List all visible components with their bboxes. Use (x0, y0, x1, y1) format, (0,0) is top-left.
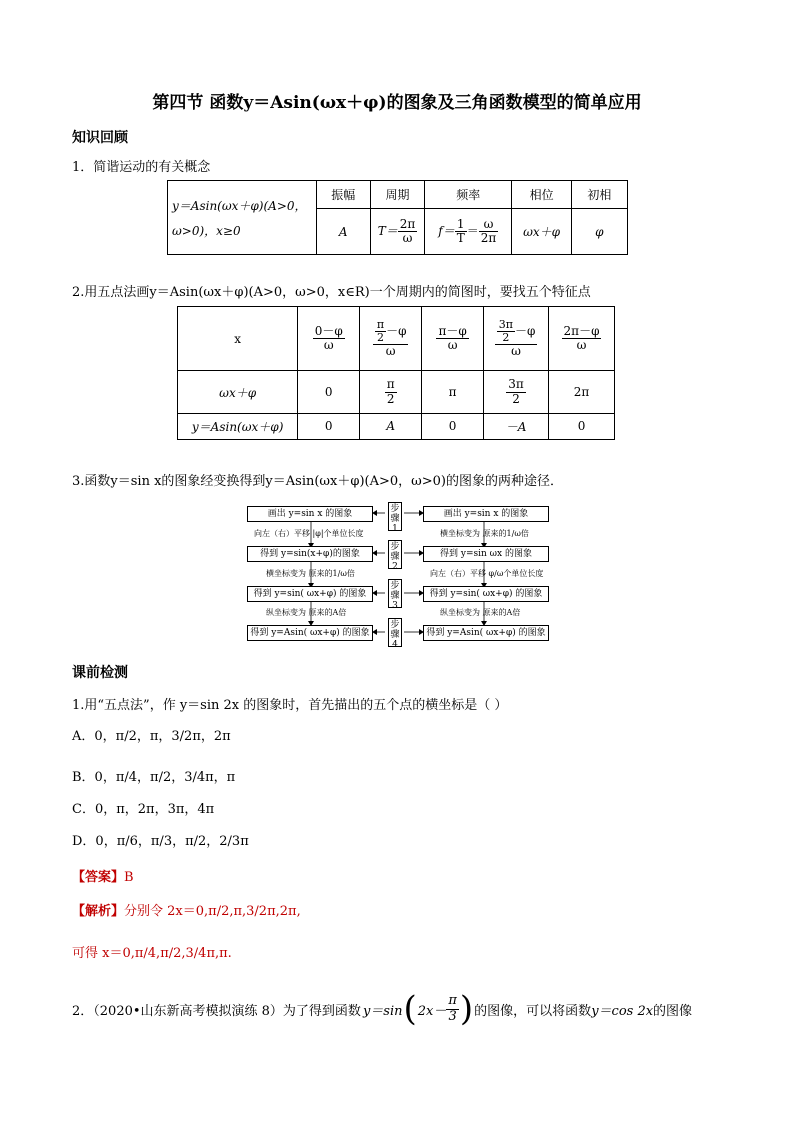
item1-heading: 1．简谐运动的有关概念 (72, 160, 211, 175)
initial-phase-value: φ (571, 209, 627, 255)
page-title: 第四节 函数y＝Asin(ωx＋φ)的图象及三角函数模型的简单应用 (152, 93, 642, 113)
y-point-3: 0 (422, 413, 484, 439)
q1-option-c: C．0，π，2π，3π，4π (72, 802, 215, 817)
left-step-2: 得到 y=sin(x+φ)的图象 (247, 546, 373, 562)
y-point-4: －A (484, 413, 549, 439)
phase-point-2: $\frac{\pi}{2}$ (360, 371, 422, 413)
harmonic-definition: y＝Asin(ωx＋φ)(A>0， ω>0)，x≥0 (168, 181, 317, 255)
q2-stem: 2．（2020•山东新高考模拟演练 8）为了得到函数 y＝sin ( 2x－ $\frac{\pi}{3}$ ) 的图像，可以将函数 y＝cos 2x 的图像 (72, 989, 693, 1029)
x-point-3: $\frac{\pi-\varphi}{\omega}$ (422, 307, 484, 371)
section-pretest: 课前检测 (72, 665, 128, 681)
header-period: 周期 (370, 181, 424, 209)
phase-point-1: 0 (298, 371, 360, 413)
left-step-3: 得到 y=sin( ωx+φ) 的图象 (247, 586, 373, 602)
phase-point-5: 2π (549, 371, 615, 413)
q1-option-a: A．0，π/2，π，3/2π，2π (72, 729, 231, 744)
row-label-y: y＝Asin(ωx＋φ) (178, 413, 298, 439)
step-2-marker: 步骤2 (388, 540, 402, 569)
right-transform-2: 向左（右）平移 φ/ω个单位长度 (430, 569, 544, 578)
harmonic-table (167, 180, 628, 255)
phase-value: ωx＋φ (512, 209, 571, 255)
y-point-5: 0 (549, 413, 615, 439)
q1-result: 可得 x＝0,π/4,π/2,3/4π,π. (72, 946, 232, 961)
item2-heading: 2.用五点法画y＝Asin(ωx＋φ)(A>0，ω>0，x∈R)一个周期内的简图时，要找五个特征点 (72, 285, 591, 300)
row-label-x: x (178, 307, 298, 371)
right-transform-3: 纵坐标变为 原来的A倍 (440, 608, 521, 617)
y-point-1: 0 (298, 413, 360, 439)
x-point-2: $\frac{\pi}{2}$ －φ ω (360, 307, 422, 371)
right-step-3: 得到 y=sin( ωx+φ) 的图象 (423, 586, 549, 602)
header-frequency: 频率 (425, 181, 512, 209)
header-amplitude: 振幅 (316, 181, 370, 209)
step-4-marker: 步骤4 (388, 618, 402, 647)
left-step-4: 得到 y=Asin( ωx+φ) 的图象 (247, 625, 373, 641)
row-label-phase: ωx＋φ (178, 371, 298, 413)
right-step-2: 得到 y=sin ωx 的图象 (423, 546, 549, 562)
five-point-table (177, 306, 615, 440)
q1-option-d: D．0，π/6，π/3，π/2，2/3π (72, 834, 249, 849)
left-step-1: 画出 y=sin x 的图象 (247, 506, 373, 522)
x-point-1: $\frac{0-\varphi}{\omega}$ (298, 307, 360, 371)
transform-flowchart (244, 503, 550, 650)
right-step-4: 得到 y=Asin( ωx+φ) 的图象 (423, 625, 549, 641)
x-point-5: $\frac{2\pi-\varphi}{\omega}$ (549, 307, 615, 371)
item3-heading: 3.函数y＝sin x的图象经变换得到y＝Asin(ωx＋φ)(A>0，ω>0)的图象的两种途径． (72, 474, 563, 489)
period-formula: T＝ $\frac{2\pi}{\omega}$ (370, 209, 424, 255)
header-phase: 相位 (512, 181, 571, 209)
q1-analysis: 【解析】分别令 2x＝0,π/2,π,3/2π,2π, (72, 904, 301, 919)
phase-point-4: $\frac{3\pi}{2}$ (484, 371, 549, 413)
section-review: 知识回顾 (72, 130, 128, 146)
phase-point-3: π (422, 371, 484, 413)
right-transform-1: 横坐标变为 原来的1/ω倍 (440, 529, 529, 538)
amplitude-value: A (316, 209, 370, 255)
x-point-4: $\frac{3\pi}{2}$ －φ ω (484, 307, 549, 371)
right-step-1: 画出 y=sin x 的图象 (423, 506, 549, 522)
left-transform-1: 向左（右）平移 |φ|个单位长度 (254, 529, 364, 538)
q1-stem: 1.用“五点法”，作 y＝sin 2x 的图象时，首先描出的五个点的横坐标是（ ） (72, 698, 508, 713)
step-3-marker: 步骤3 (388, 579, 402, 608)
q1-answer: 【答案】B (72, 870, 134, 885)
header-initial-phase: 初相 (571, 181, 627, 209)
frequency-formula: f＝ $\frac{1}{T}$ ＝ $\frac{\omega}{2\pi}$ (425, 209, 512, 255)
left-transform-2: 横坐标变为 原来的1/ω倍 (266, 569, 355, 578)
left-transform-3: 纵坐标变为 原来的A倍 (266, 608, 347, 617)
y-point-2: A (360, 413, 422, 439)
q1-option-b: B．0，π/4，π/2，3/4π，π (72, 770, 236, 785)
step-1-marker: 步骤1 (388, 502, 402, 531)
